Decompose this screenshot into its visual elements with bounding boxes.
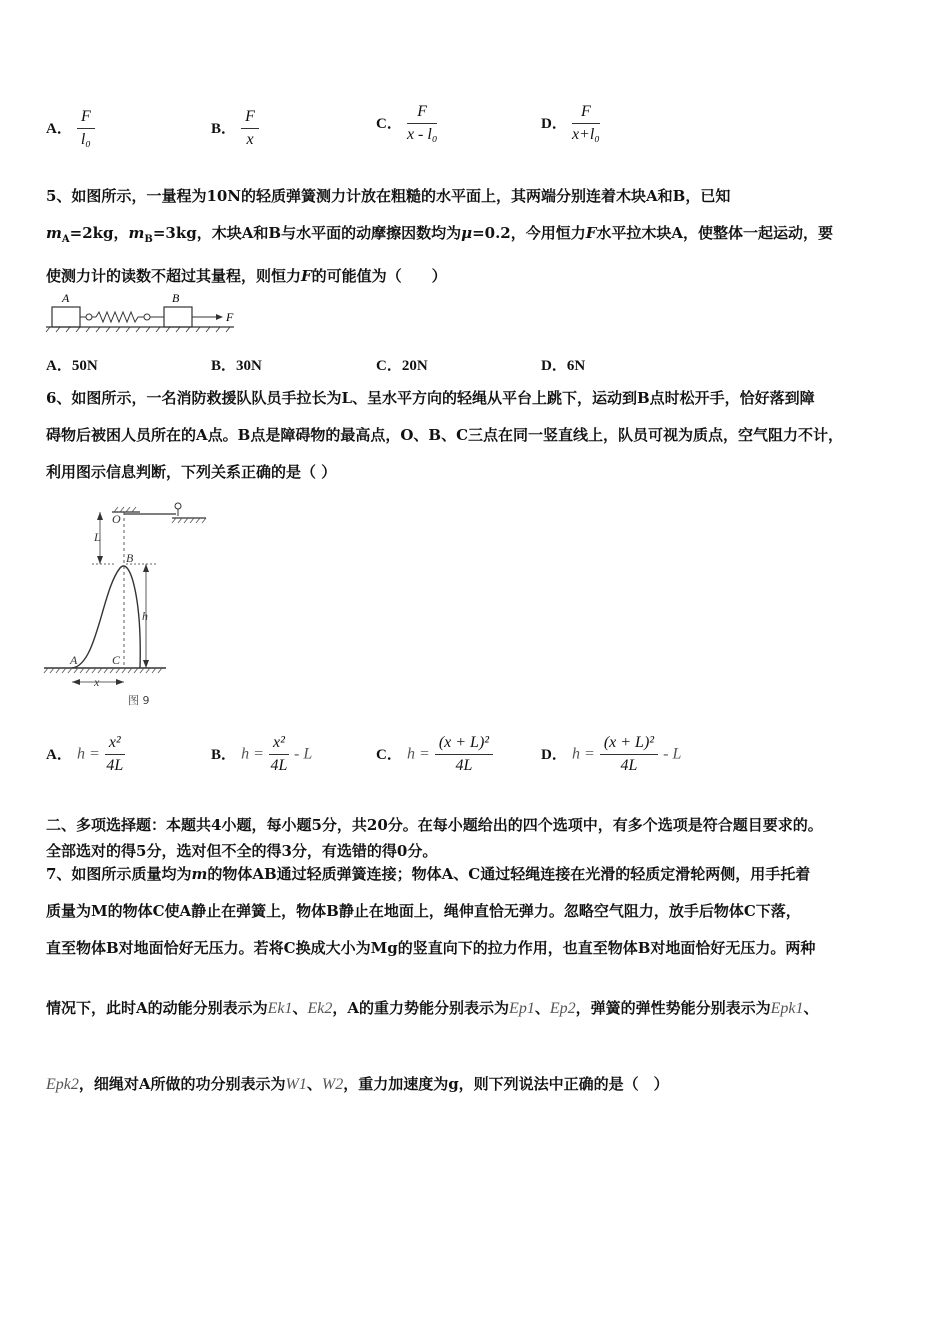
- q6-fig-label-b: B: [126, 551, 134, 565]
- question-5-text: [46, 178, 916, 295]
- q6-fig-caption: 图 9: [128, 694, 150, 707]
- q5-option-c: C．20N: [376, 358, 428, 374]
- q6-fig-label-x: x: [94, 675, 100, 689]
- q5-fig-hook-left: [86, 314, 92, 320]
- q5-fig-label-b: B: [172, 291, 180, 305]
- q6-option-c: C． h = $\frac{\text{(x + L)²}}{4L}$: [376, 734, 493, 775]
- question-6-text: [46, 380, 926, 491]
- q5-fig-label-f: F: [226, 310, 234, 324]
- q5-option-a: A．50N: [46, 358, 98, 374]
- q4-option-d: [541, 103, 600, 144]
- q4-option-c-fraction: $\frac{F}{\text{x - l₀}}$: [406, 103, 438, 143]
- q4-option-c-label: C．: [376, 116, 402, 132]
- q4-option-a-fraction: $\frac{F}{\text{l₀}}$: [77, 108, 95, 149]
- q7-line-3: 直至物体B对地面恰好无压力。若将C换成大小为Mg的竖直向下的拉力作用，也直至物体B对地面恰好无压力。两种: [46, 939, 816, 957]
- q7-epk1: Epk1: [770, 1000, 804, 1017]
- q4-option-a: [46, 108, 95, 149]
- q6-figure-rescue-trajectory: [42, 498, 212, 710]
- q7-line-2: 质量为M的物体C使A静止在弹簧上，物体B静止在地面上，绳伸直恰无弹力。忽略空气阻力，放手后物体C下落，: [46, 902, 801, 920]
- q4-option-b-fraction: $\frac{F}{x}$: [241, 108, 259, 149]
- q5-option-d: D．6N: [541, 358, 586, 374]
- q6-fig-label-c: C: [112, 653, 121, 667]
- q7-w1: W1: [285, 1076, 307, 1093]
- q6-option-d: D． h = $\frac{\text{(x + L)²}}{4L}$ - L: [541, 734, 682, 774]
- q5-option-b: B．30N: [211, 358, 262, 374]
- q6-fig-label-h: h: [142, 609, 148, 623]
- q6-fig-label-o: O: [112, 512, 121, 526]
- section-2-line-1: 二、多项选择题：本题共4小题，每小题5分，共20分。在每小题给出的四个选项中，有多个选项是符合题目要求的。: [46, 816, 823, 834]
- q5-fig-block-b: [164, 307, 192, 327]
- q7-ep2: Ep2: [549, 1000, 576, 1017]
- q4-option-c: [376, 103, 437, 144]
- q5-fig-label-a: A: [62, 291, 70, 305]
- q5-fig-spring: [96, 312, 138, 322]
- q7-line-1: 7、如图所示质量均为m的物体AB通过轻质弹簧连接；物体A、C通过轻绳连接在光滑的轻质定滑轮两侧，用手托着: [46, 865, 811, 883]
- q5-fig-block-a: [52, 307, 80, 327]
- q5-line-2: $m_A=2kg$，$m_B=3kg$，木块A和B与水平面的动摩擦因数均为μ=0.2，今用恒力F水平拉木块A，使整体一起运动，要: [46, 224, 834, 245]
- q7-ek1: Ek1: [267, 1000, 293, 1017]
- q7-epk2: Epk2: [46, 1076, 79, 1093]
- q6-line-2: 碍物后被困人员所在的A点。B点是障碍物的最高点，O、B、C三点在同一竖直线上，队员可视为质点，空气阻力不计，: [46, 426, 844, 444]
- q6-option-a-fraction: $\frac{\text{x²}}{4L}$: [106, 734, 124, 774]
- q6-fig-label-l: L: [94, 530, 101, 544]
- q5-line-3: 使测力计的读数不超过其量程，则恒力F的可能值为（ ）: [46, 267, 447, 285]
- question-7-text: [46, 856, 926, 967]
- q4-option-b: [211, 108, 259, 149]
- q5-fig-hook-right: [144, 314, 150, 320]
- q4-option-b-label: B．: [211, 121, 237, 137]
- q7-line-5: Epk2，细绳对A所做的功分别表示为W1、W2，重力加速度为g，则下列说法中正确的是（ ）: [46, 1075, 669, 1093]
- q4-option-a-label: A．: [46, 121, 72, 137]
- q7-w2: W2: [321, 1076, 344, 1093]
- q4-option-d-fraction: $\frac{F}{\text{x+l₀}}$: [571, 103, 600, 143]
- q6-line-1: 6、如图所示，一名消防救援队队员手拉长为L、呈水平方向的轻绳从平台上跳下，运动到B点时松开手，恰好落到障: [46, 389, 815, 407]
- q6-fig-person-head: [175, 503, 181, 509]
- q5-fig-force-arrow: [216, 314, 223, 320]
- q7-ek2: Ek2: [307, 1000, 333, 1017]
- q6-option-b-fraction: $\frac{\text{x²}}{4L}$: [270, 734, 288, 774]
- q6-fig-label-a: A: [70, 653, 78, 667]
- q7-ep1: Ep1: [509, 1000, 535, 1017]
- q6-fig-obstacle: [72, 566, 140, 668]
- q6-option-b: B． h = $\frac{\text{x²}}{4L}$ - L: [211, 734, 313, 774]
- q6-option-c-fraction: $\frac{\text{(x + L)²}}{4L}$: [435, 734, 493, 775]
- section-2-line-2: 全部选对的得5分，选对但不全的得3分，有选错的得0分。: [46, 842, 438, 860]
- q5-figure-spring-blocks: [44, 290, 236, 334]
- q5-line-1: 5、如图所示，一量程为10N的轻质弹簧测力计放在粗糙的水平面上，其两端分别连着木块A和B，已知: [46, 187, 731, 205]
- q4-option-d-label: D．: [541, 116, 567, 132]
- q6-line-3: 利用图示信息判断，下列关系正确的是（ ）: [46, 463, 337, 481]
- q7-line-4: 情况下，此时A的动能分别表示为Ek1、Ek2，A的重力势能分别表示为Ep1、Ep2，弹簧的弹性势能分别表示为Epk1、: [46, 999, 819, 1017]
- q6-option-a: A． h = $\frac{\text{x²}}{4L}$: [46, 734, 124, 774]
- q6-option-d-fraction: $\frac{\text{(x + L)²}}{4L}$: [600, 734, 658, 775]
